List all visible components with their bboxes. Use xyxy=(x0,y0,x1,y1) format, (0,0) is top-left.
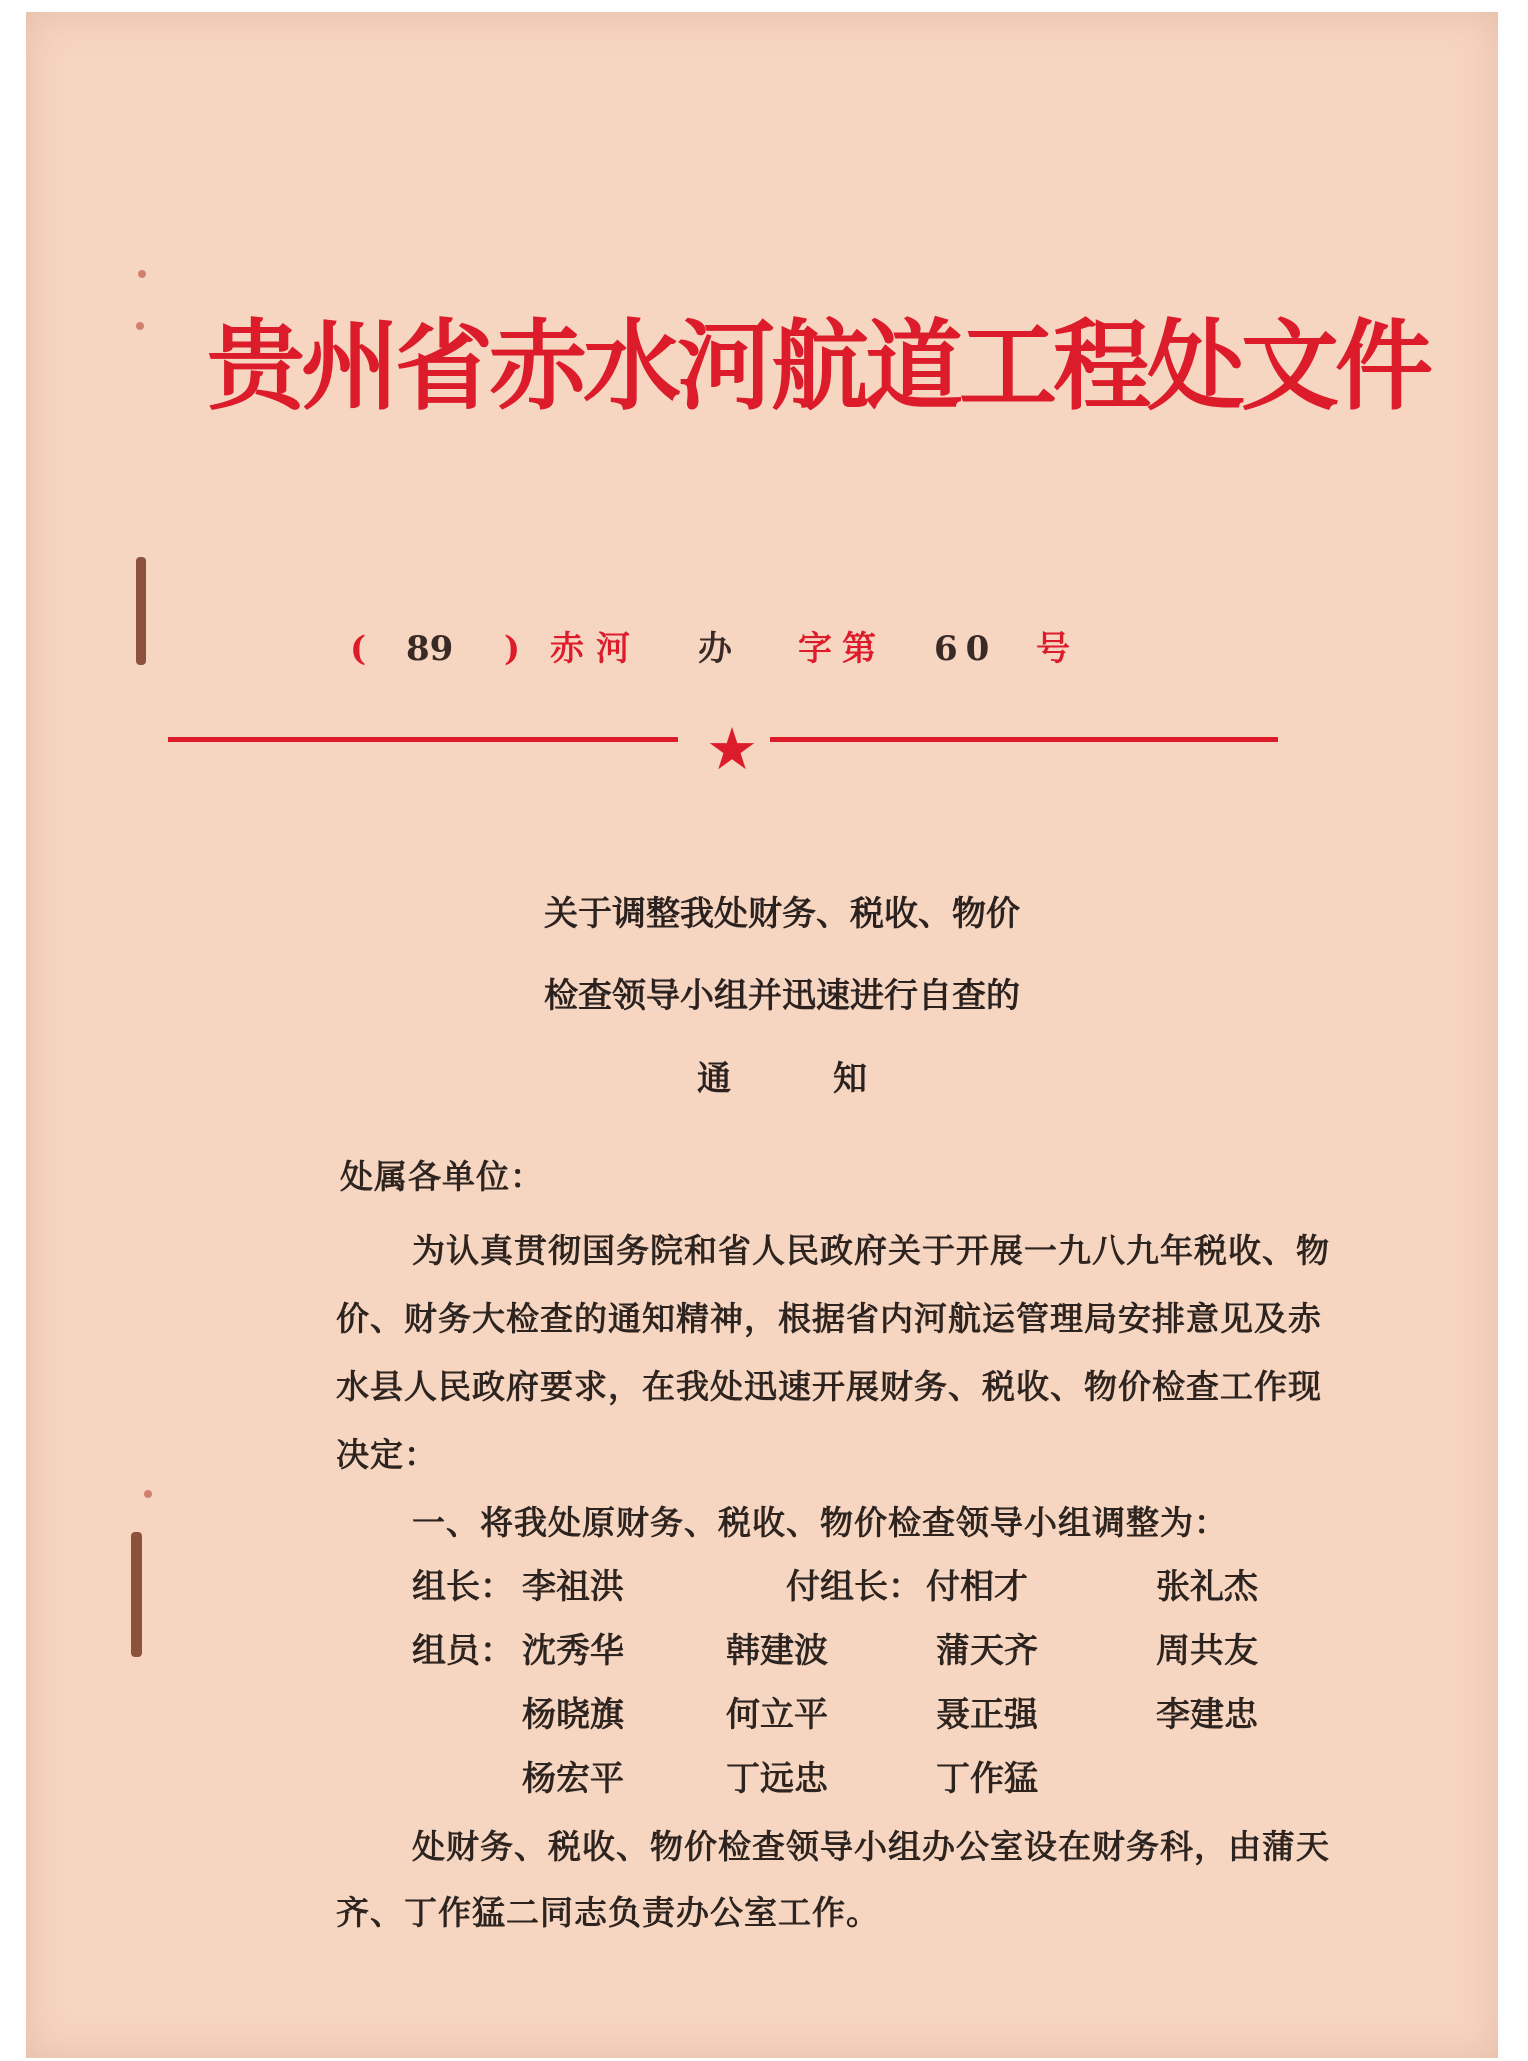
stain-spot xyxy=(138,270,146,278)
paragraph-1-line-1: 为认真贯彻国务院和省人民政府关于开展一九八九年税收、物 xyxy=(412,1231,1330,1270)
doc-number-hao: 号 xyxy=(1036,629,1070,669)
subject-line-1: 关于调整我处财务、税收、物价 xyxy=(544,894,1020,934)
member-name: 何立平 xyxy=(726,1695,828,1735)
deputy-name: 张礼杰 xyxy=(1156,1567,1258,1607)
deputy-label: 付组长： xyxy=(786,1567,922,1607)
paragraph-1-line-4: 决定： xyxy=(336,1435,438,1474)
paragraph-1-line-3: 水县人民政府要求，在我处迅速开展财务、税收、物价检查工作现 xyxy=(336,1367,1322,1406)
member-name: 杨晓旗 xyxy=(522,1695,624,1735)
member-name: 沈秀华 xyxy=(522,1631,624,1671)
subject-line-2: 检查领导小组并迅速进行自查的 xyxy=(544,976,1020,1016)
star-icon: ★ xyxy=(706,715,758,783)
doc-number-close-paren: ) xyxy=(504,629,521,669)
doc-number-zi-di: 字第 xyxy=(798,629,886,669)
member-name: 杨宏平 xyxy=(522,1759,624,1799)
office-note-line-2: 齐、丁作猛二同志负责办公室工作。 xyxy=(336,1893,880,1932)
member-name: 丁远忠 xyxy=(726,1759,828,1799)
staple-mark-bottom xyxy=(131,1532,142,1657)
stain-spot xyxy=(136,322,144,330)
member-label: 组员： xyxy=(412,1631,514,1671)
doc-number-year: 89 xyxy=(406,629,454,669)
header-rule-right xyxy=(770,737,1278,742)
item-1-heading: 一、将我处原财务、税收、物价检查领导小组调整为： xyxy=(412,1503,1228,1542)
document-page xyxy=(26,12,1498,2058)
doc-number-value: 60 xyxy=(934,629,998,669)
member-name: 丁作猛 xyxy=(936,1759,1038,1799)
header-rule-left xyxy=(168,737,678,742)
doc-number-org: 赤河 xyxy=(550,629,642,669)
leader-name: 李祖洪 xyxy=(522,1567,624,1607)
member-name: 聂正强 xyxy=(936,1695,1038,1735)
deputy-name: 付相才 xyxy=(926,1567,1028,1607)
document-header-title: 贵州省赤水河航道工程处文件 xyxy=(207,309,1430,424)
member-name: 蒲天齐 xyxy=(936,1631,1038,1671)
doc-number-open-paren: ( xyxy=(350,629,367,669)
office-note-line-1: 处财务、税收、物价检查领导小组办公室设在财务科，由蒲天 xyxy=(412,1827,1330,1866)
stain-spot xyxy=(144,1490,152,1498)
paragraph-1-line-2: 价、财务大检查的通知精神，根据省内河航运管理局安排意见及赤 xyxy=(336,1299,1322,1338)
member-name: 周共友 xyxy=(1156,1631,1258,1671)
subject-line-3: 通 知 xyxy=(697,1059,867,1099)
member-name: 韩建波 xyxy=(726,1631,828,1671)
leader-label: 组长： xyxy=(412,1567,514,1607)
doc-number-dept: 办 xyxy=(698,629,732,669)
member-name: 李建忠 xyxy=(1156,1695,1258,1735)
salutation: 处属各单位： xyxy=(340,1157,544,1196)
staple-mark-top xyxy=(136,557,146,665)
